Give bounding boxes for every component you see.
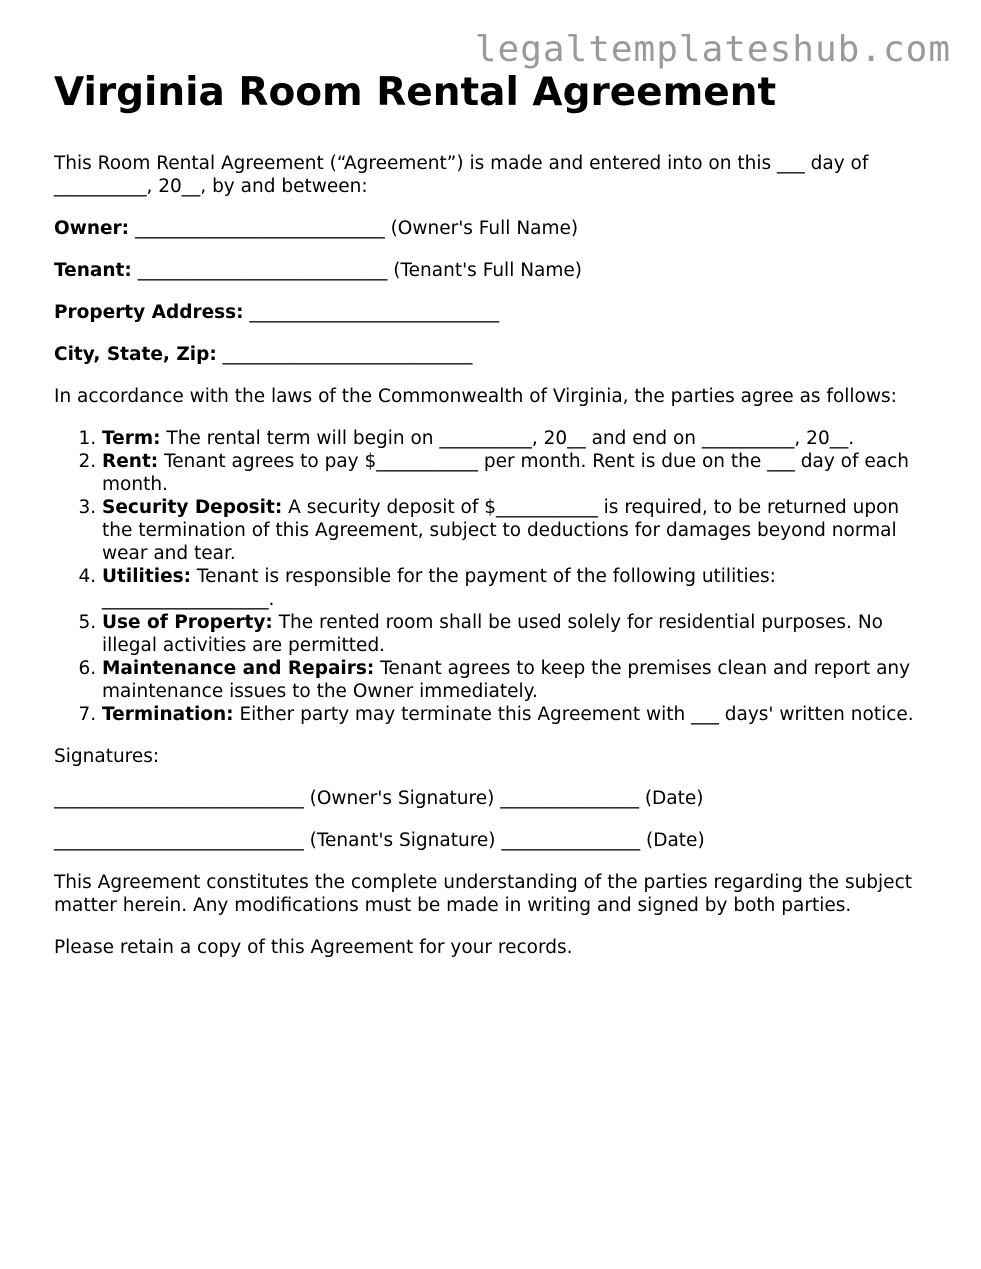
owner-field [54, 217, 924, 240]
property-address-blank: ___________________________ [243, 302, 500, 323]
clause-text: Either party may terminate this Agreement with ___ days' written notice. [233, 704, 914, 725]
owner-label: Owner: [54, 218, 130, 239]
clause-text: The rented room shall be used solely for residential purposes. No illegal activities are permitted. [102, 612, 883, 656]
city-state-zip-field [54, 343, 924, 366]
clause-title: Use of Property: [102, 612, 273, 633]
clause-title: Security Deposit: [102, 497, 283, 518]
clause-maintenance [102, 657, 924, 703]
tenant-blank: ___________________________ (Tenant's Full Name) [131, 260, 583, 281]
clause-title: Termination: [102, 704, 234, 725]
clause-rent [102, 450, 924, 496]
clause-title: Utilities: [102, 566, 192, 587]
clause-term [102, 427, 924, 450]
clause-use-of-property [102, 611, 924, 657]
tenant-label: Tenant: [54, 260, 132, 281]
retain-note: Please retain a copy of this Agreement for your records. [54, 937, 573, 958]
owner-signature-line: ___________________________ (Owner's Signature) _______________ (Date) [54, 788, 704, 809]
clause-text: Tenant agrees to keep the premises clean and report any maintenance issues to the Owner immediately. [102, 658, 911, 702]
clause-title: Rent: [102, 451, 159, 472]
clause-utilities [102, 565, 924, 611]
clause-text: Tenant agrees to pay $___________ per month. Rent is due on the ___ day of each month. [102, 451, 909, 495]
owner-blank: ___________________________ (Owner's Full Name) [129, 218, 579, 239]
property-address-label: Property Address: [54, 302, 244, 323]
clause-termination [102, 703, 924, 726]
preamble-paragraph: In accordance with the laws of the Commonwealth of Virginia, the parties agree as follows: [54, 386, 897, 407]
city-state-zip-blank: ___________________________ [216, 344, 473, 365]
tenant-field [54, 259, 924, 282]
document-page [54, 70, 924, 978]
clause-text: Tenant is responsible for the payment of the following utilities: __________________. [102, 566, 776, 610]
clause-text: A security deposit of $___________ is required, to be returned upon the termination of this Agreement, subject to deductions for damages beyond normal wear and tear. [102, 497, 900, 564]
property-address-field [54, 301, 924, 324]
city-state-zip-label: City, State, Zip: [54, 344, 217, 365]
clause-title: Maintenance and Repairs: [102, 658, 375, 679]
signatures-label: Signatures: [54, 746, 160, 767]
clause-title: Term: [102, 428, 161, 449]
clause-security-deposit [102, 496, 924, 565]
watermark: legaltemplateshub.com [474, 29, 951, 70]
closing-paragraph: This Agreement constitutes the complete understanding of the parties regarding the subject matter herein. Any modifications must be made in writing and signed by both parties. [54, 872, 912, 916]
clauses-list [54, 427, 924, 726]
clause-text: The rental term will begin on __________, 20__ and end on __________, 20__. [160, 428, 855, 449]
tenant-signature-line: ___________________________ (Tenant's Signature) _______________ (Date) [54, 830, 705, 851]
intro-paragraph: This Room Rental Agreement (“Agreement”) is made and entered into on this ___ day of __________, 20__, by and between: [54, 153, 869, 197]
document-title: Virginia Room Rental Agreement [54, 70, 777, 115]
